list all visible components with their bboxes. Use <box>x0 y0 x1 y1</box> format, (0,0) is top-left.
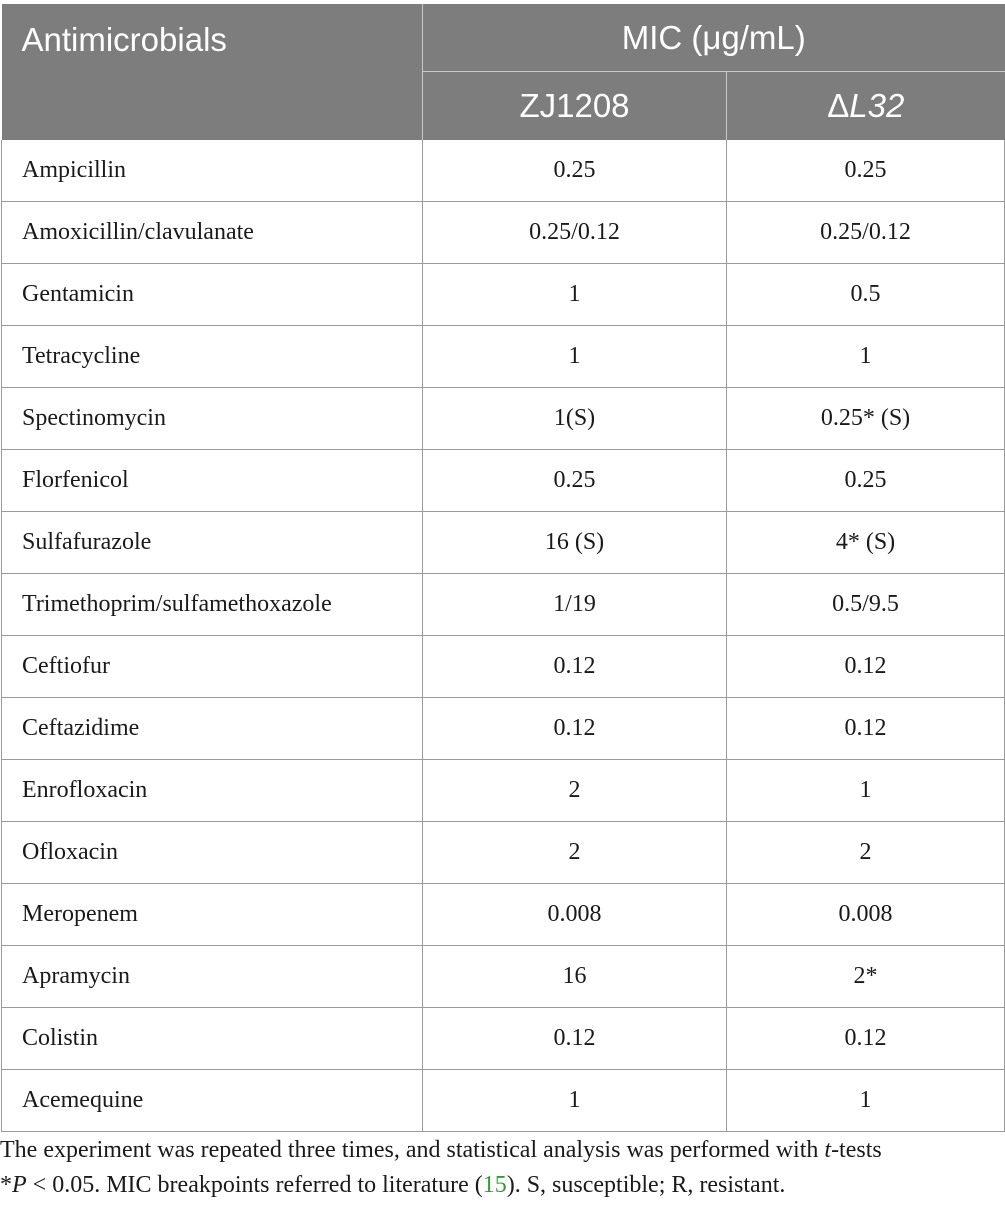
mic-mutant-cell: 2* <box>727 946 1005 1008</box>
mic-mutant-cell: 0.25* (S) <box>727 388 1005 450</box>
table-row <box>2 264 1005 326</box>
delta-symbol: Δ <box>827 87 850 124</box>
mic-wt-cell: 1 <box>423 264 727 326</box>
footnote-text: ). S, susceptible; R, resistant. <box>506 1172 786 1198</box>
footnote-text: < 0.05. MIC breakpoints referred to literature ( <box>26 1172 483 1198</box>
mic-mutant-cell: 0.12 <box>727 698 1005 760</box>
table-row <box>2 1008 1005 1070</box>
mic-mutant-cell: 0.008 <box>727 884 1005 946</box>
table-row <box>2 822 1005 884</box>
mic-wt-cell: 2 <box>423 822 727 884</box>
antimicrobial-name-cell: Spectinomycin <box>2 388 423 450</box>
mic-wt-cell: 0.008 <box>423 884 727 946</box>
mic-wt-cell: 0.25 <box>423 140 727 202</box>
mic-mutant-cell: 0.25 <box>727 450 1005 512</box>
table-row <box>2 202 1005 264</box>
mic-wt-cell: 0.25/0.12 <box>423 202 727 264</box>
table-row <box>2 946 1005 1008</box>
mic-wt-cell: 1/19 <box>423 574 727 636</box>
footnote-line-2 <box>0 1168 1003 1203</box>
mic-mutant-cell: 1 <box>727 1070 1005 1132</box>
table-footnote <box>0 1133 1003 1203</box>
antimicrobial-name-cell: Tetracycline <box>2 326 423 388</box>
mic-mutant-cell: 0.12 <box>727 636 1005 698</box>
antimicrobial-name-cell: Ampicillin <box>2 140 423 202</box>
table-row <box>2 574 1005 636</box>
antimicrobial-name-cell: Ofloxacin <box>2 822 423 884</box>
mic-mutant-cell: 0.5/9.5 <box>727 574 1005 636</box>
table-body <box>2 140 1005 1132</box>
table-row <box>2 1070 1005 1132</box>
footnote-star: * <box>0 1172 12 1198</box>
table-row <box>2 512 1005 574</box>
table-row <box>2 884 1005 946</box>
table-row <box>2 140 1005 202</box>
strain-mutant-header <box>727 72 1005 141</box>
antimicrobial-name-cell: Apramycin <box>2 946 423 1008</box>
footnote-text: -tests <box>831 1137 882 1163</box>
table-row <box>2 326 1005 388</box>
antimicrobial-name-cell: Trimethoprim/sulfamethoxazole <box>2 574 423 636</box>
table-row <box>2 636 1005 698</box>
antimicrobial-name-cell: Sulfafurazole <box>2 512 423 574</box>
footnote-p-italic: P <box>12 1172 27 1198</box>
footnote-text: The experiment was repeated three times, and statistical analysis was performed with <box>0 1137 825 1163</box>
mic-wt-cell: 1 <box>423 326 727 388</box>
mic-wt-cell: 0.12 <box>423 1008 727 1070</box>
mic-mutant-cell: 1 <box>727 760 1005 822</box>
antimicrobial-name-cell: Amoxicillin/clavulanate <box>2 202 423 264</box>
mic-wt-cell: 1(S) <box>423 388 727 450</box>
mutant-name: L32 <box>849 87 905 124</box>
antimicrobial-name-cell: Colistin <box>2 1008 423 1070</box>
footnote-t-italic: t <box>824 1137 832 1163</box>
mic-wt-cell: 2 <box>423 760 727 822</box>
mic-wt-cell: 16 <box>423 946 727 1008</box>
mic-mutant-cell: 0.5 <box>727 264 1005 326</box>
mic-wt-cell: 0.25 <box>423 450 727 512</box>
table-row <box>2 450 1005 512</box>
mic-wt-cell: 0.12 <box>423 698 727 760</box>
mic-wt-cell: 0.12 <box>423 636 727 698</box>
mic-table <box>1 4 1005 1132</box>
antimicrobial-name-cell: Ceftazidime <box>2 698 423 760</box>
footnote-line-1 <box>0 1133 1003 1168</box>
antimicrobial-name-cell: Gentamicin <box>2 264 423 326</box>
table-row <box>2 760 1005 822</box>
mic-mutant-cell: 0.25 <box>727 140 1005 202</box>
header-row-1 <box>2 4 1005 72</box>
mic-mutant-cell: 1 <box>727 326 1005 388</box>
mic-mutant-cell: 0.12 <box>727 1008 1005 1070</box>
mic-wt-cell: 1 <box>423 1070 727 1132</box>
mic-mutant-cell: 2 <box>727 822 1005 884</box>
antimicrobial-name-cell: Enrofloxacin <box>2 760 423 822</box>
table-row <box>2 698 1005 760</box>
mic-mutant-cell: 4* (S) <box>727 512 1005 574</box>
mic-wt-cell: 16 (S) <box>423 512 727 574</box>
table-header <box>2 4 1005 140</box>
reference-link[interactable]: 15 <box>482 1172 507 1198</box>
antimicrobial-name-cell: Florfenicol <box>2 450 423 512</box>
mic-header: MIC (μg/mL) <box>423 4 1005 72</box>
antimicrobial-name-cell: Acemequine <box>2 1070 423 1132</box>
antimicrobials-header: Antimicrobials <box>2 4 423 140</box>
mic-mutant-cell: 0.25/0.12 <box>727 202 1005 264</box>
table-row <box>2 388 1005 450</box>
strain-wt-header: ZJ1208 <box>423 72 727 141</box>
antimicrobial-name-cell: Ceftiofur <box>2 636 423 698</box>
antimicrobial-name-cell: Meropenem <box>2 884 423 946</box>
